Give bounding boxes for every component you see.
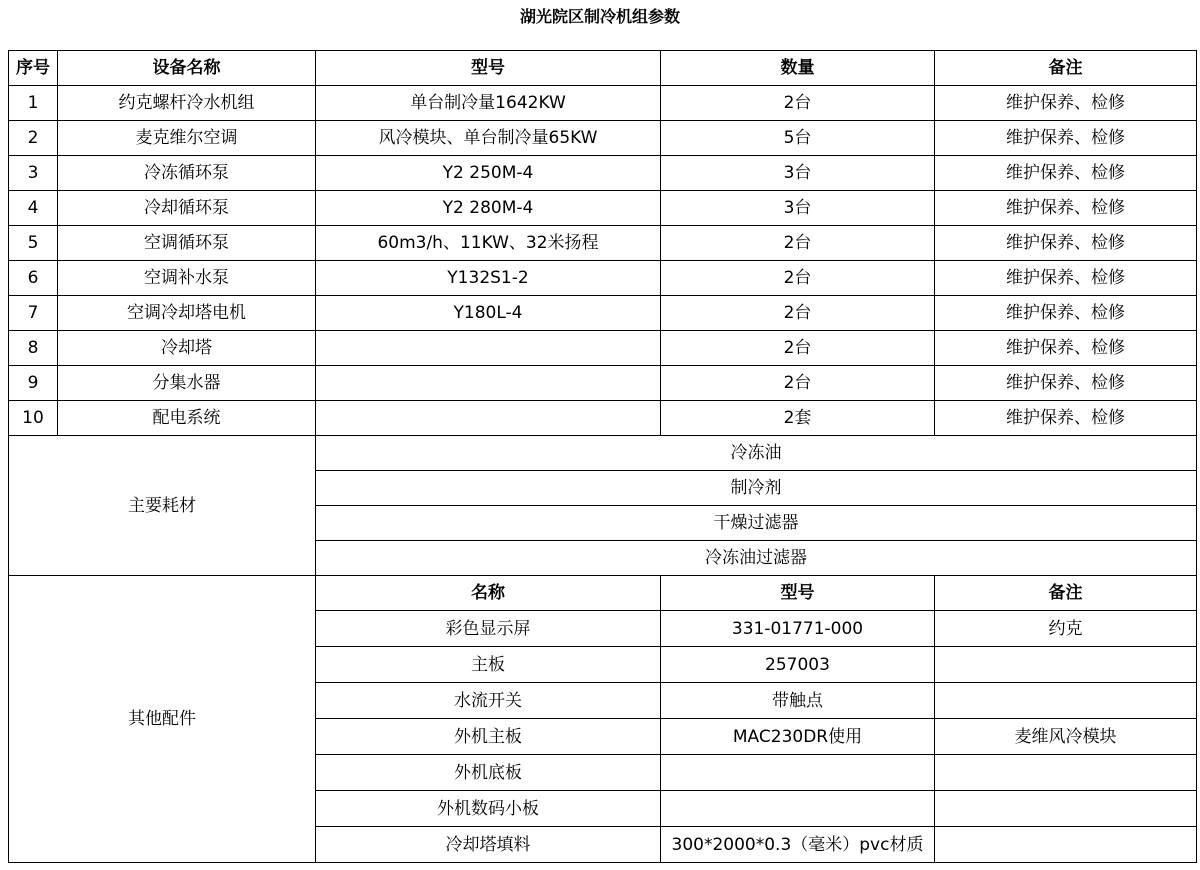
equipment-remark-cell: 维护保养、检修 (935, 401, 1197, 436)
header-device-name: 设备名称 (58, 51, 316, 86)
parameter-table (8, 50, 1197, 863)
equipment-seq-cell: 3 (9, 156, 58, 191)
equipment-seq-cell: 5 (9, 226, 58, 261)
header-quantity: 数量 (661, 51, 935, 86)
equipment-remark-cell: 维护保养、检修 (935, 156, 1197, 191)
equipment-seq-cell: 1 (9, 86, 58, 121)
part-name-cell: 外机底板 (316, 755, 661, 791)
consumable-item: 冷冻油过滤器 (316, 541, 1197, 576)
equipment-row (9, 296, 1197, 331)
equipment-row (9, 401, 1197, 436)
equipment-model-cell: Y2 250M-4 (316, 156, 661, 191)
consumables-label: 主要耗材 (9, 436, 316, 576)
equipment-remark-cell: 维护保养、检修 (935, 296, 1197, 331)
part-model-cell (661, 791, 935, 827)
equipment-model-cell (316, 331, 661, 366)
equipment-model-cell: 单台制冷量1642KW (316, 86, 661, 121)
part-remark-cell (935, 647, 1197, 683)
equipment-row (9, 86, 1197, 121)
equipment-quantity-cell: 2套 (661, 401, 935, 436)
equipment-quantity-cell: 2台 (661, 296, 935, 331)
part-model-cell: 257003 (661, 647, 935, 683)
equipment-model-cell (316, 366, 661, 401)
equipment-remark-cell: 维护保养、检修 (935, 226, 1197, 261)
equipment-name-cell: 麦克维尔空调 (58, 121, 316, 156)
part-model-cell (661, 755, 935, 791)
equipment-seq-cell: 7 (9, 296, 58, 331)
equipment-name-cell: 分集水器 (58, 366, 316, 401)
equipment-model-cell: Y2 280M-4 (316, 191, 661, 226)
equipment-name-cell: 空调冷却塔电机 (58, 296, 316, 331)
parts-header-row (9, 576, 1197, 611)
header-model: 型号 (316, 51, 661, 86)
consumable-item: 干燥过滤器 (316, 506, 1197, 541)
equipment-remark-cell: 维护保养、检修 (935, 86, 1197, 121)
part-remark-cell (935, 683, 1197, 719)
equipment-seq-cell: 9 (9, 366, 58, 401)
part-name-cell: 彩色显示屏 (316, 611, 661, 647)
equipment-quantity-cell: 2台 (661, 261, 935, 296)
equipment-remark-cell: 维护保养、检修 (935, 191, 1197, 226)
equipment-seq-cell: 4 (9, 191, 58, 226)
equipment-row (9, 226, 1197, 261)
part-name-cell: 水流开关 (316, 683, 661, 719)
equipment-model-cell: 风冷模块、单台制冷量65KW (316, 121, 661, 156)
equipment-row (9, 156, 1197, 191)
equipment-seq-cell: 10 (9, 401, 58, 436)
part-name-cell: 外机数码小板 (316, 791, 661, 827)
equipment-name-cell: 冷却塔 (58, 331, 316, 366)
part-name-cell: 主板 (316, 647, 661, 683)
equipment-seq-cell: 6 (9, 261, 58, 296)
part-remark-cell: 约克 (935, 611, 1197, 647)
equipment-quantity-cell: 2台 (661, 366, 935, 401)
header-seq: 序号 (9, 51, 58, 86)
part-name-cell: 外机主板 (316, 719, 661, 755)
part-remark-cell: 麦维风冷模块 (935, 719, 1197, 755)
equipment-row (9, 331, 1197, 366)
equipment-model-cell: Y180L-4 (316, 296, 661, 331)
part-remark-cell (935, 755, 1197, 791)
consumable-item: 制冷剂 (316, 471, 1197, 506)
equipment-quantity-cell: 3台 (661, 191, 935, 226)
parts-header-name: 名称 (316, 576, 661, 611)
equipment-name-cell: 约克螺杆冷水机组 (58, 86, 316, 121)
page-title: 湖光院区制冷机组参数 (519, 7, 680, 26)
equipment-name-cell: 空调补水泵 (58, 261, 316, 296)
equipment-model-cell: Y132S1-2 (316, 261, 661, 296)
equipment-quantity-cell: 2台 (661, 331, 935, 366)
header-remark: 备注 (935, 51, 1197, 86)
equipment-name-cell: 冷却循环泵 (58, 191, 316, 226)
equipment-row (9, 261, 1197, 296)
equipment-model-cell (316, 401, 661, 436)
part-model-cell: 331-01771-000 (661, 611, 935, 647)
parts-header-remark: 备注 (935, 576, 1197, 611)
equipment-name-cell: 空调循环泵 (58, 226, 316, 261)
equipment-quantity-cell: 2台 (661, 226, 935, 261)
parts-header-model: 型号 (661, 576, 935, 611)
equipment-remark-cell: 维护保养、检修 (935, 121, 1197, 156)
equipment-seq-cell: 2 (9, 121, 58, 156)
equipment-remark-cell: 维护保养、检修 (935, 261, 1197, 296)
parts-label: 其他配件 (9, 576, 316, 863)
equipment-seq-cell: 8 (9, 331, 58, 366)
equipment-row (9, 191, 1197, 226)
consumable-row (9, 436, 1197, 471)
equipment-model-cell: 60m3/h、11KW、32米扬程 (316, 226, 661, 261)
part-name-cell: 冷却塔填料 (316, 827, 661, 863)
equipment-quantity-cell: 3台 (661, 156, 935, 191)
equipment-row (9, 121, 1197, 156)
equipment-name-cell: 冷冻循环泵 (58, 156, 316, 191)
part-remark-cell (935, 827, 1197, 863)
equipment-row (9, 366, 1197, 401)
part-model-cell: 带触点 (661, 683, 935, 719)
equipment-quantity-cell: 2台 (661, 86, 935, 121)
equipment-quantity-cell: 5台 (661, 121, 935, 156)
part-remark-cell (935, 791, 1197, 827)
equipment-name-cell: 配电系统 (58, 401, 316, 436)
equipment-header-row (9, 51, 1197, 86)
parameter-table-body (9, 51, 1197, 863)
equipment-remark-cell: 维护保养、检修 (935, 331, 1197, 366)
consumable-item: 冷冻油 (316, 436, 1197, 471)
part-model-cell: MAC230DR使用 (661, 719, 935, 755)
equipment-remark-cell: 维护保养、检修 (935, 366, 1197, 401)
part-model-cell: 300*2000*0.3（毫米）pvc材质 (661, 827, 935, 863)
